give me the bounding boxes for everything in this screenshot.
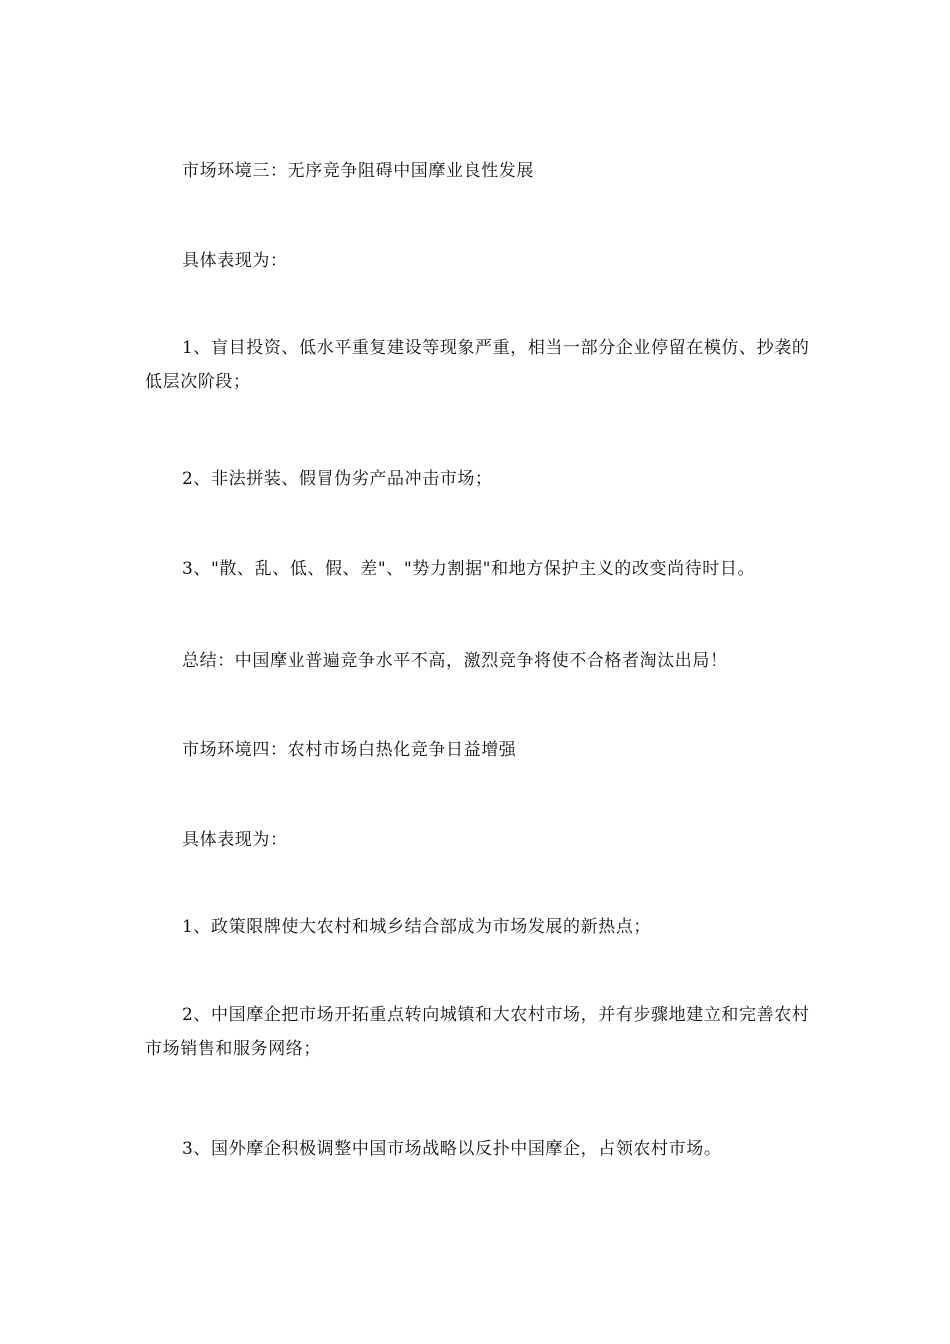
list-item-3: 3、"散、乱、低、假、差"、"势力割据"和地方保护主义的改变尚待时日。 <box>182 559 756 579</box>
section-heading-market-environment-3: 市场环境三：无序竞争阻碍中国摩业良性发展 <box>182 161 534 181</box>
section-heading-market-environment-4: 市场环境四：农村市场白热化竞争日益增强 <box>182 740 517 760</box>
summary-paragraph: 总结：中国摩业普遍竞争水平不高，激烈竞争将使不合格者淘汰出局！ <box>182 651 728 671</box>
list-item-3: 3、国外摩企积极调整中国市场战略以反扑中国摩企，占领农村市场。 <box>182 1139 722 1159</box>
list-item-1: 1、政策限牌使大农村和城乡结合部成为市场发展的新热点； <box>182 917 652 937</box>
specific-performance-label: 具体表现为： <box>182 251 288 271</box>
list-item-2: 2、非法拼装、假冒伪劣产品冲击市场； <box>182 469 493 489</box>
list-item-1: 1、盲目投资、低水平重复建设等现象严重，相当一部分企业停留在模仿、抄袭的低层次阶段； <box>145 338 810 392</box>
list-item-2: 2、中国摩企把市场开拓重点转向城镇和大农村市场，并有步骤地建立和完善农村市场销售和服务网络； <box>145 1005 810 1059</box>
specific-performance-label: 具体表现为： <box>182 830 288 850</box>
